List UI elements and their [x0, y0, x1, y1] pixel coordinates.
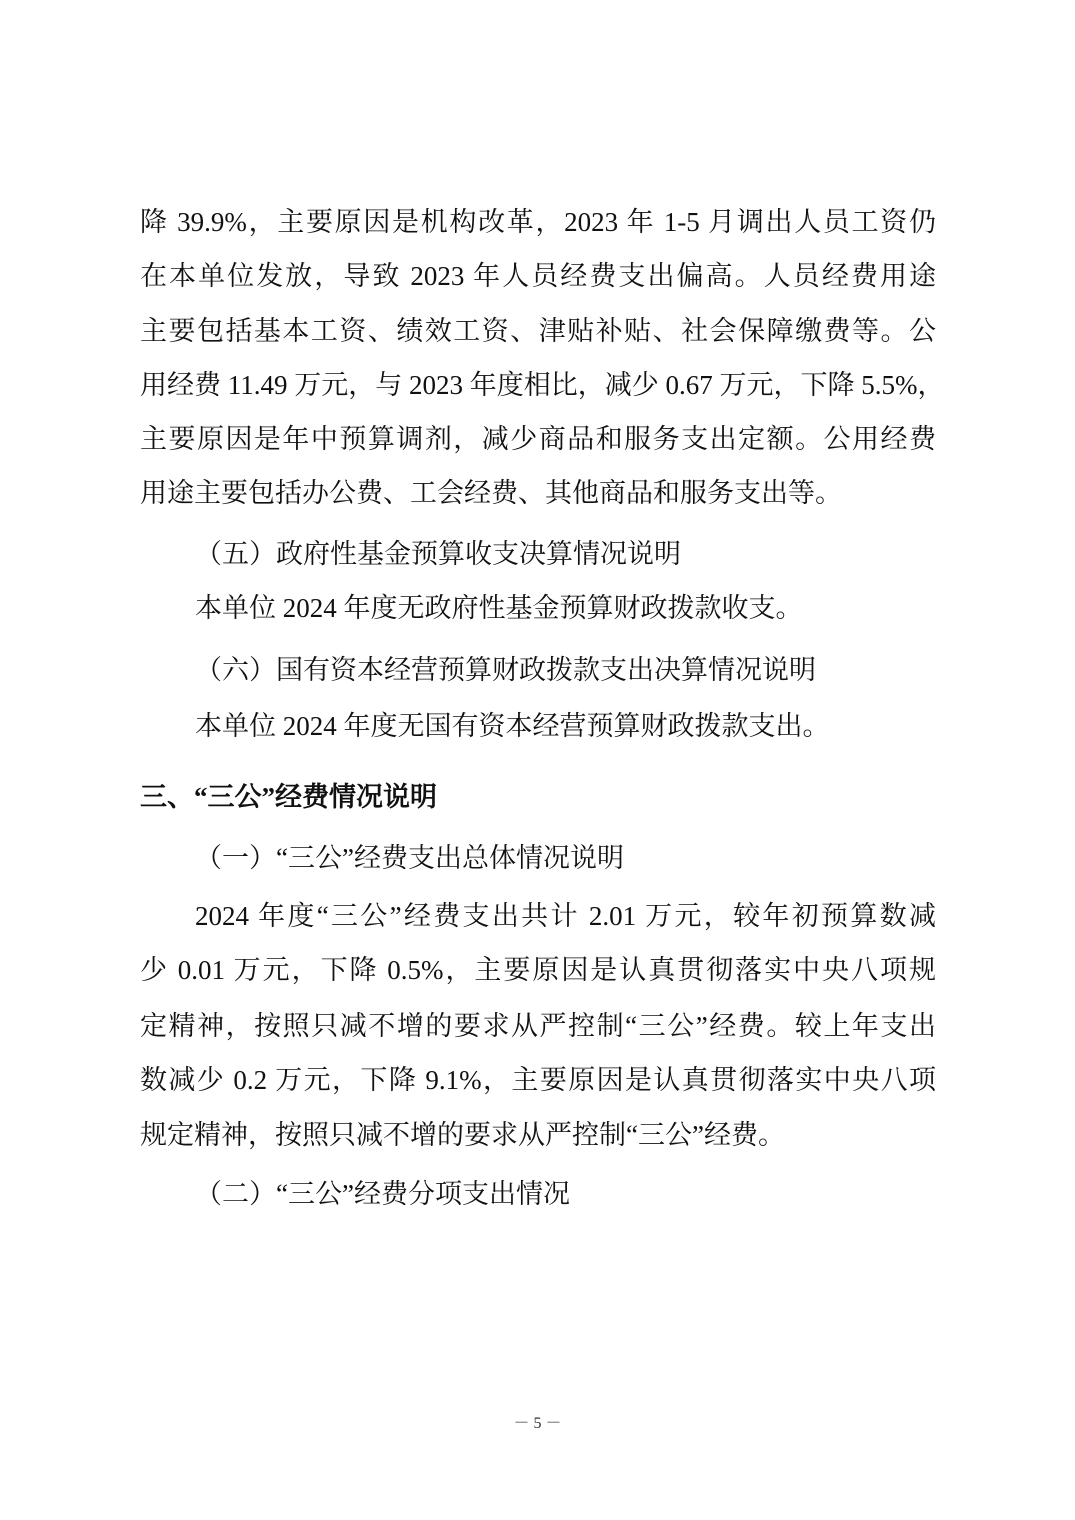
page-number: － 5 －	[513, 1415, 562, 1432]
chapter-heading: 三、“三公”经费情况说明	[140, 782, 437, 812]
body-text-line: 主要原因是年中预算调剂，减少商品和服务支出定额。公用经费	[140, 424, 936, 454]
body-text-line: 主要包括基本工资、绩效工资、津贴补贴、社会保障缴费等。公	[140, 316, 936, 346]
body-text-line: 在本单位发放，导致 2023 年人员经费支出偏高。人员经费用途	[140, 261, 936, 291]
section-heading: （五）政府性基金预算收支决算情况说明	[195, 539, 681, 569]
body-text-line: 2024 年度“三公”经费支出共计 2.01 万元，较年初预算数减	[195, 901, 936, 931]
section-heading: （二）“三公”经费分项支出情况	[195, 1179, 570, 1209]
body-text-line: 数减少 0.2 万元，下降 9.1%，主要原因是认真贯彻落实中央八项	[140, 1065, 936, 1095]
body-text-line: 规定精神，按照只减不增的要求从严控制“三公”经费。	[140, 1120, 785, 1150]
body-text-line: 定精神，按照只减不增的要求从严控制“三公”经费。较上年支出	[140, 1011, 936, 1041]
body-text-line: 用途主要包括办公费、工会经费、其他商品和服务支出等。	[140, 478, 842, 508]
body-text-line: 少 0.01 万元，下降 0.5%，主要原因是认真贯彻落实中央八项规	[140, 955, 936, 985]
body-text-line: 用经费 11.49 万元，与 2023 年度相比，减少 0.67 万元，下降 5.5%，	[140, 370, 945, 400]
section-heading: （一）“三公”经费支出总体情况说明	[195, 843, 624, 873]
section-heading: （六）国有资本经营预算财政拨款支出决算情况说明	[195, 655, 816, 685]
body-text-line: 本单位 2024 年度无政府性基金预算财政拨款收支。	[195, 593, 803, 623]
body-text-line: 降 39.9%，主要原因是机构改革，2023 年 1-5 月调出人员工资仍	[140, 207, 936, 237]
body-text-line: 本单位 2024 年度无国有资本经营预算财政拨款支出。	[195, 711, 830, 741]
